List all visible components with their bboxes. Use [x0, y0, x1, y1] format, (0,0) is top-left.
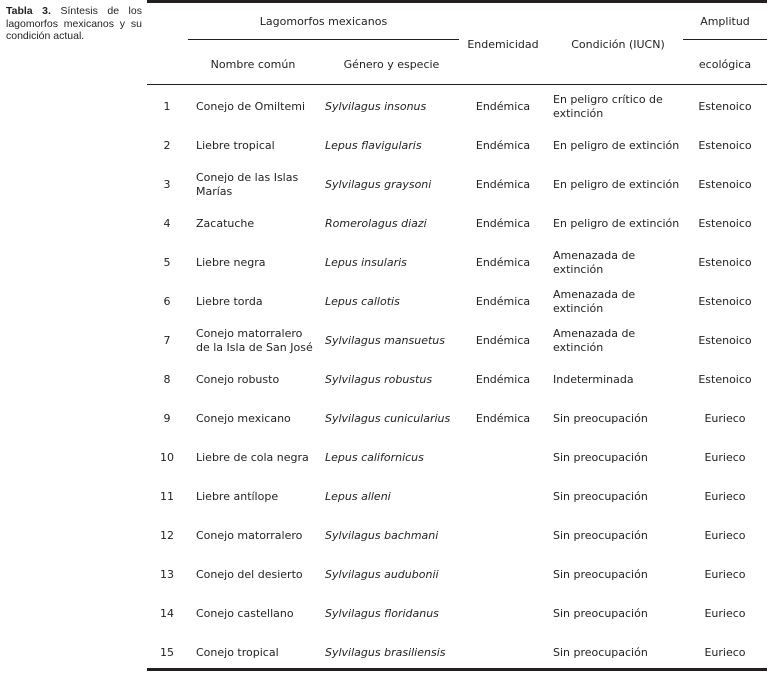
- cell-species: Sylvilagus cunicularius: [325, 412, 451, 425]
- amplitude-rule: [683, 39, 767, 40]
- cell-common: Zacatuche: [196, 217, 255, 230]
- cell-condition: Sin preocupación: [553, 490, 648, 503]
- cell-condition: En peligro crítico de extinción: [553, 93, 663, 120]
- header-group: Lagomorfos mexicanos: [259, 15, 388, 28]
- cell-species: Sylvilagus mansuetus: [325, 334, 446, 347]
- cell-condition: Amenazada de extinción: [553, 249, 636, 276]
- cell-common: Conejo de Omiltemi: [196, 100, 306, 113]
- cell-num: 11: [160, 490, 174, 503]
- cell-amplitude: Eurieco: [704, 490, 746, 503]
- bottom-rule: [147, 668, 767, 671]
- cell-amplitude: Estenoico: [698, 178, 752, 191]
- cell-amplitude: Estenoico: [698, 373, 752, 386]
- cell-num: 14: [160, 607, 174, 620]
- cell-common: Conejo matorralero de la Isla de San José: [196, 327, 313, 354]
- cell-species: Sylvilagus audubonii: [325, 568, 439, 581]
- cell-species: Lepus callotis: [325, 295, 400, 308]
- cell-amplitude: Eurieco: [704, 646, 746, 659]
- cell-common: Liebre negra: [196, 256, 266, 269]
- cell-condition: Sin preocupación: [553, 607, 648, 620]
- cell-condition: Sin preocupación: [553, 646, 648, 659]
- cell-condition: Amenazada de extinción: [553, 327, 636, 354]
- lagomorph-table: [147, 0, 767, 681]
- cell-condition: Sin preocupación: [553, 568, 648, 581]
- cell-num: 4: [163, 217, 171, 230]
- cell-num: 8: [163, 373, 171, 386]
- cell-species: Sylvilagus floridanus: [325, 607, 439, 620]
- cell-num: 7: [163, 334, 171, 347]
- header-bottom-rule: [147, 84, 767, 85]
- cell-common: Conejo castellano: [196, 607, 294, 620]
- cell-species: Sylvilagus bachmani: [325, 529, 439, 542]
- cell-endemic: Endémica: [475, 100, 531, 113]
- cell-common: Conejo robusto: [196, 373, 280, 386]
- header-genus-species: Género y especie: [343, 58, 440, 71]
- cell-amplitude: Estenoico: [698, 256, 752, 269]
- cell-common: Liebre de cola negra: [196, 451, 309, 464]
- cell-num: 9: [163, 412, 171, 425]
- cell-num: 3: [163, 178, 171, 191]
- cell-num: 6: [163, 295, 171, 308]
- cell-common: Conejo matorralero: [196, 529, 303, 542]
- caption-text: Síntesis de los lagomorfos mexicanos y su condición actual.: [6, 5, 142, 42]
- cell-endemic: Endémica: [475, 217, 531, 230]
- cell-condition: En peligro de extinción: [553, 178, 680, 191]
- cell-common: Conejo del desierto: [196, 568, 303, 581]
- cell-amplitude: Eurieco: [704, 529, 746, 542]
- cell-amplitude: Eurieco: [704, 451, 746, 464]
- cell-endemic: Endémica: [475, 412, 531, 425]
- cell-amplitude: Eurieco: [704, 568, 746, 581]
- cell-condition: Sin preocupación: [553, 451, 648, 464]
- header-condition: Condición (IUCN): [571, 38, 665, 51]
- cell-endemic: Endémica: [475, 139, 531, 152]
- cell-num: 13: [160, 568, 174, 581]
- cell-endemic: Endémica: [475, 256, 531, 269]
- cell-species: Sylvilagus brasiliensis: [325, 646, 446, 659]
- caption-label: Tabla 3.: [6, 5, 51, 17]
- top-rule: [147, 0, 767, 3]
- cell-species: Lepus alleni: [325, 490, 391, 503]
- cell-endemic: Endémica: [475, 373, 531, 386]
- cell-species: Sylvilagus robustus: [325, 373, 433, 386]
- cell-endemic: Endémica: [475, 334, 531, 347]
- cell-num: 12: [160, 529, 174, 542]
- cell-amplitude: Estenoico: [698, 295, 752, 308]
- cell-endemic: Endémica: [475, 295, 531, 308]
- cell-species: Lepus californicus: [325, 451, 424, 464]
- table-caption: [6, 5, 142, 43]
- cell-common: Conejo de las Islas Marías: [196, 171, 299, 198]
- header-endemism: Endemicidad: [467, 38, 539, 51]
- header-common-name: Nombre común: [210, 58, 296, 71]
- cell-species: Lepus insularis: [325, 256, 407, 269]
- cell-common: Conejo tropical: [196, 646, 279, 659]
- cell-common: Conejo mexicano: [196, 412, 291, 425]
- cell-endemic: Endémica: [475, 178, 531, 191]
- cell-condition: Amenazada de extinción: [553, 288, 636, 315]
- cell-amplitude: Estenoico: [698, 334, 752, 347]
- cell-amplitude: Eurieco: [704, 412, 746, 425]
- cell-common: Liebre torda: [196, 295, 263, 308]
- cell-num: 10: [160, 451, 174, 464]
- cell-common: Liebre antílope: [196, 490, 279, 503]
- cell-num: 1: [163, 100, 171, 113]
- cell-condition: Sin preocupación: [553, 529, 648, 542]
- cell-condition: En peligro de extinción: [553, 217, 680, 230]
- cell-amplitude: Estenoico: [698, 217, 752, 230]
- cell-species: Lepus flavigularis: [325, 139, 422, 152]
- cell-species: Sylvilagus graysoni: [325, 178, 432, 191]
- cell-condition: Sin preocupación: [553, 412, 648, 425]
- cell-amplitude: Estenoico: [698, 139, 752, 152]
- cell-condition: En peligro de extinción: [553, 139, 680, 152]
- cell-species: Sylvilagus insonus: [325, 100, 427, 113]
- header-amplitude-2: ecológica: [698, 58, 752, 71]
- cell-condition: Indeterminada: [553, 373, 634, 386]
- cell-common: Liebre tropical: [196, 139, 275, 152]
- cell-amplitude: Eurieco: [704, 607, 746, 620]
- header-amplitude-1: Amplitud: [700, 15, 750, 28]
- cell-species: Romerolagus diazi: [325, 217, 427, 230]
- cell-num: 2: [163, 139, 171, 152]
- cell-num: 15: [160, 646, 174, 659]
- cell-num: 5: [163, 256, 171, 269]
- group-rule: [188, 39, 459, 40]
- cell-amplitude: Estenoico: [698, 100, 752, 113]
